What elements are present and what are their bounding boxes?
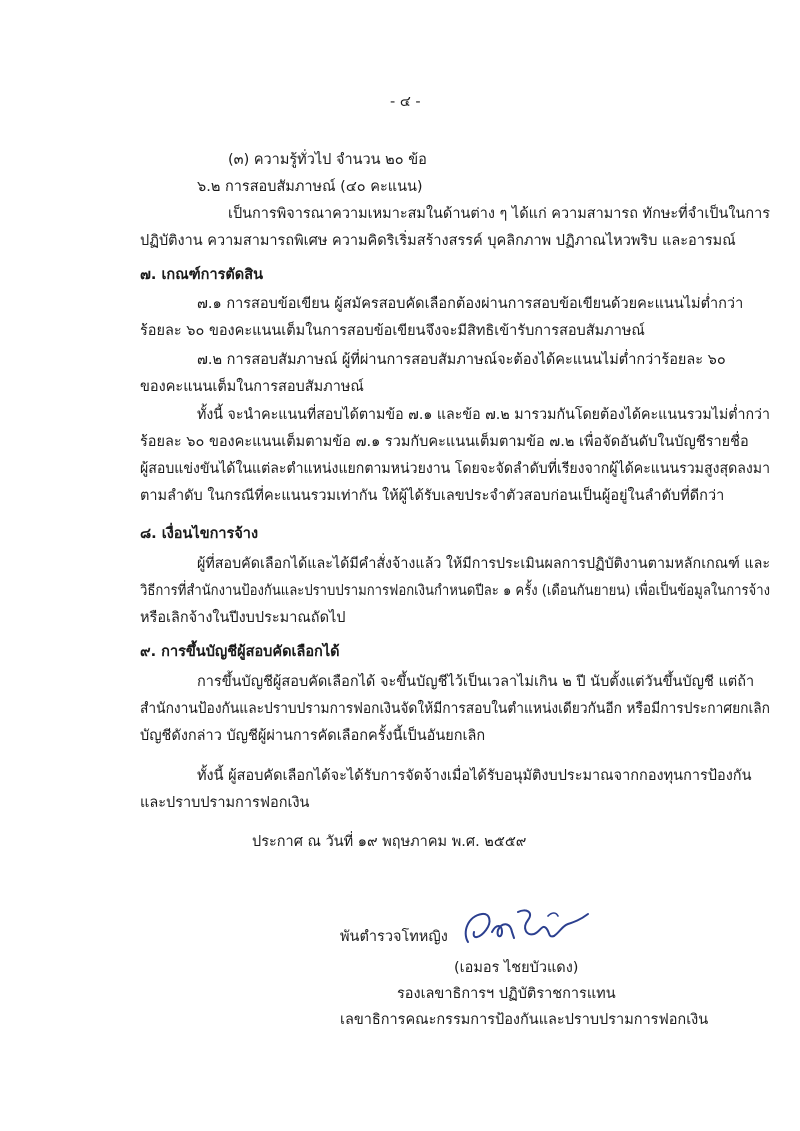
line-9-b: สำนักงานป้องกันและปราบปรามการฟอกเงินจัดให้มีการสอบในตำแหน่งเดียวกันอีก หรือมีการประกาศยกเลิก — [140, 701, 770, 717]
signatory-position-1: รองเลขาธิการฯ ปฏิบัติราชการแทน — [397, 986, 616, 1002]
line-interview-heading: ๖.๒ การสอบสัมภาษณ์ (๔๐ คะแนน) — [197, 179, 423, 195]
line-7-total-2: ร้อยละ ๖๐ ของคะแนนเต็มตามข้อ ๗.๑ รวมกับคะแนนเต็มตามข้อ ๗.๒ เพื่อจัดอันดับในบัญชีรายชื่อ — [140, 434, 749, 450]
line-8-b: วิธีการที่สำนักงานป้องกันและปราบปรามการฟอกเงินกำหนดปีละ ๑ ครั้ง (เดือนกันยายน) เพื่อเป็นข้อมูลในการจ้าง — [140, 583, 770, 599]
section-8-heading: ๘. เงื่อนไขการจ้าง — [140, 526, 259, 542]
section-7-heading: ๗. เกณฑ์การตัดสิน — [140, 267, 263, 283]
line-9-c: บัญชีดังกล่าว บัญชีผู้ผ่านการคัดเลือกครั้งนี้เป็นอันยกเลิก — [140, 728, 486, 744]
line-interview-desc-2: ปฏิบัติงาน ความสามารถพิเศษ ความคิดริเริ่มสร้างสรรค์ บุคลิกภาพ ปฏิภาณไหวพริบ และอารมณ์ — [140, 233, 736, 249]
line-8-c: หรือเลิกจ้างในปีงบประมาณถัดไป — [140, 610, 346, 626]
line-9-e: และปราบปรามการฟอกเงิน — [140, 795, 310, 811]
signatory-name: (เอมอร ไชยบัวแดง) — [454, 960, 579, 976]
line-7-2-a: ๗.๒ การสอบสัมภาษณ์ ผู้ที่ผ่านการสอบสัมภาษณ์จะต้องได้คะแนนไม่ต่ำกว่าร้อยละ ๖๐ — [197, 352, 726, 368]
line-interview-desc-1: เป็นการพิจารณาความเหมาะสมในด้านต่าง ๆ ได้แก่ ความสามารถ ทักษะที่จำเป็นในการ — [228, 206, 770, 222]
line-knowledge-general: (๓) ความรู้ทั่วไป จำนวน ๒๐ ข้อ — [228, 152, 427, 168]
handwritten-signature — [456, 902, 596, 952]
line-7-2-b: ของคะแนนเต็มในการสอบสัมภาษณ์ — [140, 379, 364, 395]
line-8-a: ผู้ที่สอบคัดเลือกได้และได้มีคำสั่งจ้างแล้ว ให้มีการประเมินผลการปฏิบัติงานตามหลักเกณฑ์ และ — [197, 556, 770, 572]
line-7-1-b: ร้อยละ ๖๐ ของคะแนนเต็มในการสอบข้อเขียนจึงจะมีสิทธิเข้ารับการสอบสัมภาษณ์ — [140, 323, 645, 339]
page-number: - ๔ - — [390, 94, 421, 110]
line-7-total-1: ทั้งนี้ จะนำคะแนนที่สอบได้ตามข้อ ๗.๑ และข้อ ๗.๒ มารวมกันโดยต้องได้คะแนนรวมไม่ต่ำกว่า — [197, 407, 770, 423]
section-9-heading: ๙. การขึ้นบัญชีผู้สอบคัดเลือกได้ — [140, 644, 340, 660]
signatory-position-2: เลขาธิการคณะกรรมการป้องกันและปราบปรามการฟอกเงิน — [340, 1012, 709, 1028]
line-7-total-3: ผู้สอบแข่งขันได้ในแต่ละตำแหน่งแยกตามหน่วยงาน โดยจะจัดลำดับที่เรียงจากผู้ได้คะแนนรวมสูงสุดลงมา — [140, 461, 770, 477]
line-9-d: ทั้งนี้ ผู้สอบคัดเลือกได้จะได้รับการจัดจ้างเมื่อได้รับอนุมัติงบประมาณจากกองทุนการป้องกัน — [197, 768, 752, 784]
line-7-1-a: ๗.๑ การสอบข้อเขียน ผู้สมัครสอบคัดเลือกต้องผ่านการสอบข้อเขียนด้วยคะแนนไม่ต่ำกว่า — [197, 296, 744, 312]
line-7-total-4: ตามลำดับ ในกรณีที่คะแนนรวมเท่ากัน ให้ผู้ได้รับเลขประจำตัวสอบก่อนเป็นผู้อยู่ในลำดับที่ดีกว่า — [140, 488, 725, 504]
line-9-a: การขึ้นบัญชีผู้สอบคัดเลือกได้ จะขึ้นบัญชีไว้เป็นเวลาไม่เกิน ๒ ปี นับตั้งแต่วันขึ้นบัญชี แต่ถ้า — [197, 674, 755, 690]
signatory-rank: พันตำรวจโทหญิง — [340, 929, 448, 945]
announcement-date: ประกาศ ณ วันที่ ๑๙ พฤษภาคม พ.ศ. ๒๕๕๙ — [252, 834, 527, 850]
